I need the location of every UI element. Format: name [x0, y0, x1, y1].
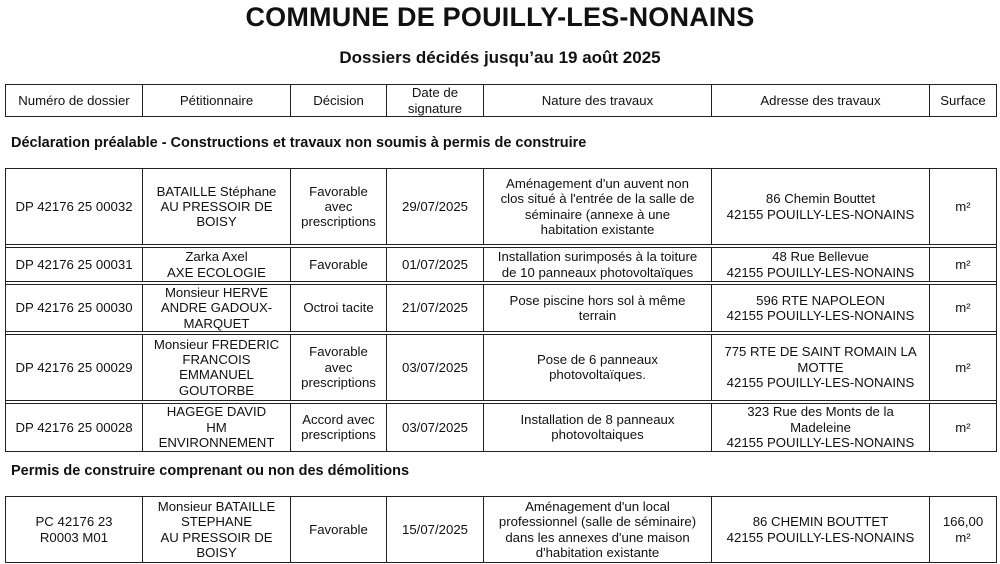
- cell-line: clos situé à l'entrée de la salle de: [500, 191, 695, 207]
- cell-line: Favorable: [309, 183, 368, 199]
- cell-line: de 10 panneaux photovoltaïques: [501, 264, 694, 280]
- cell-line: m²: [955, 359, 971, 375]
- cell-line: professionnel (salle de séminaire): [498, 514, 697, 530]
- cell-date: [387, 497, 484, 563]
- cell-numero: [6, 285, 143, 332]
- permis-table-body: [6, 497, 997, 563]
- cell-line: m²: [955, 256, 971, 272]
- cell-line: BOISY: [196, 544, 237, 560]
- cell-decision: [291, 285, 387, 332]
- cell-nature: [484, 497, 712, 563]
- cell-line: 86 CHEMIN BOUTTET: [752, 514, 889, 530]
- cell-surface: [930, 334, 997, 400]
- cell-line: Monsieur HERVE: [164, 285, 269, 300]
- cell-adresse: [712, 497, 930, 563]
- cell-line: Aménagement d'un auvent non: [506, 175, 689, 191]
- cell-line: DP 42176 25 00032: [15, 198, 133, 214]
- cell-line: 03/07/2025: [401, 359, 468, 375]
- cell-line: FRANCOIS: [182, 352, 251, 368]
- cell-adresse: [712, 403, 930, 451]
- cell-line: Aménagement d'un local: [525, 498, 670, 514]
- cell-line: 01/07/2025: [401, 256, 468, 272]
- cell-line: AU PRESSOIR DE: [160, 198, 273, 214]
- cell-numero: [6, 403, 143, 451]
- cell-line: MOTTE: [797, 359, 844, 375]
- table-row: [6, 497, 997, 563]
- cell-line: m²: [955, 300, 971, 316]
- cell-line: DP 42176 25 00028: [15, 419, 133, 435]
- document-title: COMMUNE DE POUILLY-LES-NONAINS: [245, 2, 755, 32]
- cell-line: MARQUET: [183, 315, 250, 331]
- header-date-line1: Date de: [411, 85, 459, 101]
- cell-line: EMMANUEL: [179, 367, 254, 383]
- cell-line: m²: [955, 529, 971, 545]
- section-title-declaration: Déclaration préalable - Constructions et travaux non soumis à permis de construire: [11, 135, 587, 151]
- cell-line: Zarka Axel: [185, 249, 248, 265]
- cell-decision: [291, 497, 387, 563]
- cell-line: Favorable: [309, 521, 368, 537]
- cell-line: habitation existante: [540, 221, 655, 237]
- cell-line: avec: [324, 198, 353, 214]
- header-date-line2: signature: [407, 100, 463, 116]
- cell-numero: [6, 497, 143, 563]
- cell-line: photovoltaïques.: [549, 367, 646, 383]
- cell-line: 323 Rue des Monts de la: [747, 404, 894, 420]
- cell-petitionnaire: [143, 285, 291, 332]
- cell-line: ANDRE GADOUX-: [160, 300, 273, 316]
- cell-line: 42155 POUILLY-LES-NONAINS: [726, 435, 915, 451]
- cell-date: [387, 334, 484, 400]
- cell-line: Pose piscine hors sol à même: [509, 292, 686, 308]
- cell-line: 42155 POUILLY-LES-NONAINS: [726, 264, 915, 280]
- cell-line: DP 42176 25 00030: [15, 300, 133, 316]
- cell-adresse: [712, 169, 930, 245]
- cell-line: Installation de 8 panneaux: [520, 412, 675, 428]
- cell-line: Favorable: [309, 256, 368, 272]
- cell-nature: [484, 285, 712, 332]
- cell-surface: [930, 497, 997, 563]
- document-subtitle: Dossiers décidés jusqu’au 19 août 2025: [339, 48, 661, 67]
- cell-line: Madeleine: [790, 419, 851, 435]
- cell-line: Monsieur FREDERIC: [153, 336, 280, 352]
- cell-line: photovoltaiques: [551, 427, 644, 443]
- cell-line: 42155 POUILLY-LES-NONAINS: [726, 206, 915, 222]
- cell-line: séminaire (annexe à une: [524, 206, 671, 222]
- cell-line: 42155 POUILLY-LES-NONAINS: [726, 307, 915, 323]
- cell-line: 15/07/2025: [401, 521, 468, 537]
- cell-line: Octroi tacite: [303, 300, 374, 316]
- cell-date: [387, 169, 484, 245]
- declaration-table-body: [6, 169, 997, 452]
- table-row: [6, 285, 997, 332]
- cell-line: STEPHANE: [180, 514, 253, 530]
- cell-nature: [484, 248, 712, 282]
- table-row: [6, 403, 997, 451]
- declaration-table: [5, 168, 997, 452]
- header-surface: Surface: [930, 85, 997, 117]
- cell-line: 775 RTE DE SAINT ROMAIN LA: [724, 344, 917, 360]
- cell-line: Installation surimposés à la toiture: [497, 249, 698, 265]
- cell-line: ENVIRONNEMENT: [158, 435, 275, 451]
- cell-decision: [291, 248, 387, 282]
- cell-line: 29/07/2025: [401, 198, 468, 214]
- cell-date: [387, 403, 484, 451]
- cell-petitionnaire: [143, 403, 291, 451]
- cell-surface: [930, 285, 997, 332]
- cell-line: BOISY: [196, 214, 237, 230]
- cell-decision: [291, 403, 387, 451]
- cell-numero: [6, 169, 143, 245]
- cell-line: PC 42176 23: [35, 514, 113, 530]
- cell-line: R0003 M01: [39, 529, 109, 545]
- cell-line: 48 Rue Bellevue: [772, 249, 869, 265]
- cell-line: 42155 POUILLY-LES-NONAINS: [726, 375, 915, 391]
- cell-line: prescriptions: [301, 375, 376, 391]
- cell-surface: [930, 248, 997, 282]
- cell-decision: [291, 169, 387, 245]
- header-nature: Nature des travaux: [484, 85, 712, 117]
- section-title-permis: Permis de construire comprenant ou non des démolitions: [11, 463, 410, 479]
- header-date: [387, 85, 484, 117]
- cell-line: 86 Chemin Bouttet: [765, 191, 876, 207]
- cell-petitionnaire: [143, 248, 291, 282]
- cell-line: m²: [955, 198, 971, 214]
- cell-line: 21/07/2025: [401, 300, 468, 316]
- cell-line: DP 42176 25 00029: [15, 359, 133, 375]
- cell-nature: [484, 403, 712, 451]
- cell-line: 42155 POUILLY-LES-NONAINS: [726, 529, 915, 545]
- cell-line: AXE ECOLOGIE: [167, 264, 266, 280]
- cell-surface: [930, 169, 997, 245]
- cell-decision: [291, 334, 387, 400]
- header-decision: Décision: [291, 85, 387, 117]
- cell-numero: [6, 248, 143, 282]
- cell-line: AU PRESSOIR DE: [160, 529, 273, 545]
- cell-line: terrain: [578, 307, 617, 323]
- cell-adresse: [712, 285, 930, 332]
- cell-line: Monsieur BATAILLE: [157, 498, 276, 514]
- cell-adresse: [712, 248, 930, 282]
- cell-line: m²: [955, 419, 971, 435]
- cell-line: Pose de 6 panneaux: [537, 352, 658, 368]
- cell-surface: [930, 403, 997, 451]
- cell-petitionnaire: [143, 334, 291, 400]
- cell-line: HM: [206, 419, 227, 435]
- cell-line: HAGEGE DAVID: [166, 404, 267, 420]
- cell-line: Accord avec: [302, 412, 375, 428]
- table-row: [6, 334, 997, 400]
- cell-line: 03/07/2025: [401, 419, 468, 435]
- cell-line: 596 RTE NAPOLEON: [756, 292, 885, 308]
- cell-line: BATAILLE Stéphane: [156, 183, 277, 199]
- permis-table: [5, 496, 997, 563]
- cell-date: [387, 248, 484, 282]
- cell-line: DP 42176 25 00031: [15, 256, 133, 272]
- cell-line: prescriptions: [301, 427, 376, 443]
- cell-nature: [484, 169, 712, 245]
- cell-line: prescriptions: [301, 214, 376, 230]
- header-petitionnaire: Pétitionnaire: [143, 85, 291, 117]
- cell-date: [387, 285, 484, 332]
- header-table: [5, 84, 997, 117]
- cell-line: d'habitation existante: [535, 544, 660, 560]
- table-row: [6, 169, 997, 245]
- cell-line: Favorable: [309, 344, 368, 360]
- cell-line: GOUTORBE: [178, 382, 255, 398]
- table-row: [6, 248, 997, 282]
- header-adresse: Adresse des travaux: [712, 85, 930, 117]
- cell-line: dans les annexes d'une maison: [505, 529, 690, 545]
- cell-nature: [484, 334, 712, 400]
- cell-numero: [6, 334, 143, 400]
- cell-petitionnaire: [143, 497, 291, 563]
- cell-adresse: [712, 334, 930, 400]
- cell-petitionnaire: [143, 169, 291, 245]
- cell-line: 166,00: [942, 514, 984, 530]
- header-numero: Numéro de dossier: [6, 85, 143, 117]
- cell-line: avec: [324, 359, 353, 375]
